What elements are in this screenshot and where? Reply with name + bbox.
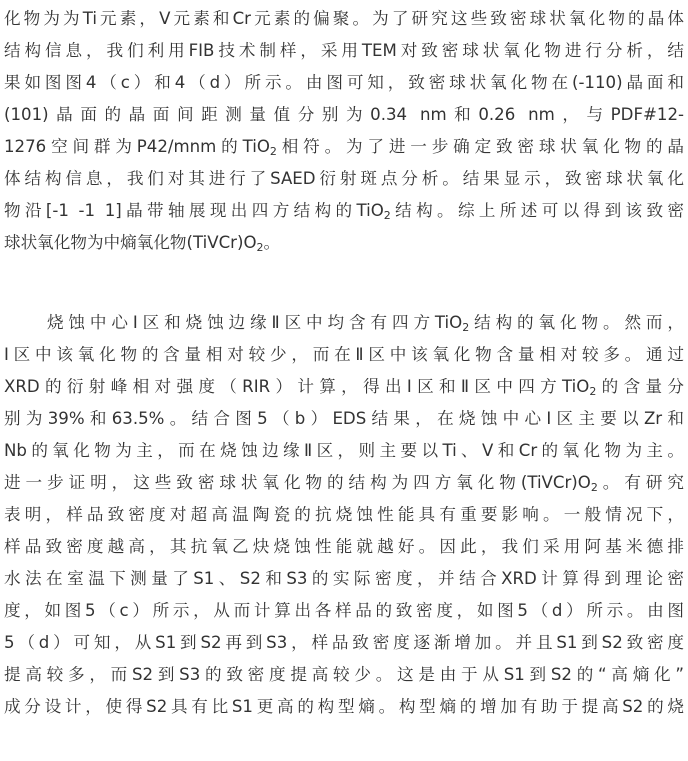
- text-line: [4, 531, 684, 563]
- subscript: 2: [589, 385, 597, 398]
- subscript: 2: [462, 321, 470, 334]
- text-run: 化物为为Ti元素，V元素和Cr元素的偏聚。为了研究这些致密球状氧化物的晶体: [4, 9, 684, 28]
- text-run: 进一步证明，这些致密球状氧化物的结构为四方氧化物(TiVCr)O: [4, 473, 591, 492]
- text-line: [4, 691, 684, 723]
- subscript: 2: [383, 209, 391, 222]
- subscript: 2: [269, 145, 277, 158]
- text-run: XRD的衍射峰相对强度（RIR）计算，得出Ⅰ区和Ⅱ区中四方TiO: [4, 377, 590, 396]
- text-run: 相符。为了进一步确定致密球状氧化物的晶: [276, 137, 684, 156]
- text-run: 体结构信息，我们对其进行了SAED衍射斑点分析。结果显示，致密球状氧化: [4, 169, 684, 188]
- paragraph-1: [4, 3, 684, 259]
- text-line: [4, 659, 684, 691]
- text-line: [4, 35, 684, 67]
- text-run: Nb的氧化物为主，而在烧蚀边缘Ⅱ区，则主要以Ti、V和Cr的氧化物为主。: [4, 441, 684, 460]
- text-line: [4, 99, 684, 131]
- text-line: [4, 563, 684, 595]
- text-run: 度，如图5（c）所示，从而计算出各样品的致密度，如图5（d）所示。由图: [4, 601, 684, 620]
- text-run: 表明，样品致密度对超高温陶瓷的抗烧蚀性能具有重要影响。一般情况下，: [4, 505, 684, 524]
- text-line: [4, 499, 684, 531]
- text-run: 成分设计，使得S2具有比S1更高的构型熵。构型熵的增加有助于提高S2的烧: [4, 697, 684, 716]
- text-run: 样品致密度越高，其抗氧乙炔烧蚀性能就越好。因此，我们采用阿基米德排: [4, 537, 684, 556]
- text-line: [4, 339, 684, 371]
- text-run: 结构。综上所述可以得到该致密: [390, 201, 684, 220]
- text-run: 1276空间群为P42/mnm的TiO: [4, 137, 270, 156]
- text-line: [4, 403, 684, 435]
- paragraph-2: [4, 307, 684, 723]
- text-run: 结构的氧化物。然而，: [469, 313, 684, 332]
- text-run: 烧蚀中心Ⅰ区和烧蚀边缘Ⅱ区中均含有四方TiO: [4, 313, 463, 332]
- text-line: [4, 307, 684, 339]
- subscript: 2: [256, 241, 264, 254]
- text-run: Ⅰ区中该氧化物的含量相对较少，而在Ⅱ区中该氧化物含量相对较多。通过: [4, 345, 684, 364]
- text-line: [4, 3, 684, 35]
- text-line: [4, 435, 684, 467]
- text-line: [4, 467, 684, 499]
- text-line: [4, 131, 684, 163]
- text-line: [4, 371, 684, 403]
- text-run: 别为39%和63.5%。结合图5（b）EDS结果，在烧蚀中心Ⅰ区主要以Zr和: [4, 409, 684, 428]
- text-run: 结构信息，我们利用FIB技术制样，采用TEM对致密球状氧化物进行分析，结: [4, 41, 684, 60]
- text-run: 物沿[-1 -1 1]晶带轴展现出四方结构的TiO: [4, 201, 384, 220]
- text-run: 果如图图4（c）和4（d）所示。由图可知，致密球状氧化物在(-110)晶面和: [4, 73, 684, 92]
- text-line: [4, 163, 684, 195]
- text-run: 的含量分: [596, 377, 684, 396]
- text-run: 提高较多，而S2到S3的致密度提高较少。这是由于从S1到S2的“高熵化”: [4, 665, 684, 684]
- subscript: 2: [590, 481, 598, 494]
- text-run: 水法在室温下测量了S1、S2和S3的实际密度，并结合XRD计算得到理论密: [4, 569, 684, 588]
- text-line: [4, 195, 684, 227]
- text-line: [4, 595, 684, 627]
- text-run: 5（d）可知，从S1到S2再到S3，样品致密度逐渐增加。并且S1到S2致密度: [4, 633, 684, 652]
- text-run: 。有研究: [597, 473, 684, 492]
- text-run: 球状氧化物为中熵氧化物(TiVCr)O: [4, 233, 257, 252]
- text-line: [4, 227, 684, 259]
- text-line: [4, 67, 684, 99]
- text-run: (101)晶面的晶面间距测量值分别为0.34 nm和0.26 nm，与PDF#12-: [4, 105, 684, 124]
- text-line: [4, 627, 684, 659]
- text-run: 。: [263, 233, 281, 252]
